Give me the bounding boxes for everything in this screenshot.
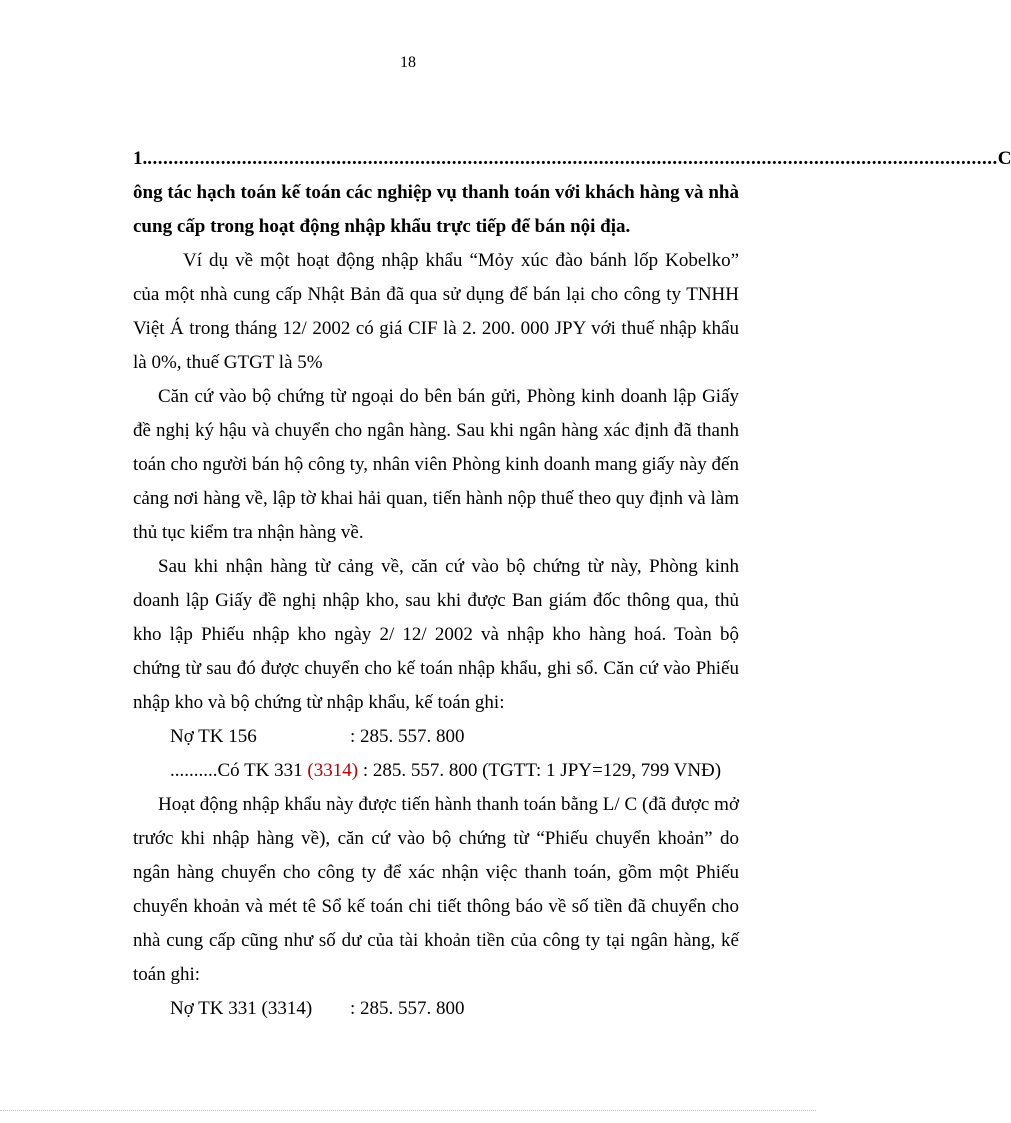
leader-dots: .................................................................................................................................................................. [147, 148, 998, 169]
journal-entry-debit-331 [133, 992, 739, 1026]
entry-amount: : 285. 557. 800 [350, 998, 465, 1019]
entry-account-prefix: ..........Có TK 331 [170, 760, 308, 781]
paragraph-payment: Hoạt động nhập khẩu này được tiến hành thanh toán bằng L/ C (đã được mở trước khi nhập hàng về), căn cứ vào bộ chứng từ “Phiếu chuyển khoản” do ngân hàng chuyển cho công ty để xác nhận việc thanh toán, gồm một Phiếu chuyển khoản và mét tê Sổ kế toán chi tiết thông báo về số tiền đã chuyển cho nhà cung cấp cũng như số dư của tài khoản tiền của công ty tại ngân hàng, kế toán ghi: [133, 794, 739, 985]
journal-entry-debit-156 [133, 720, 739, 754]
journal-entry-credit-331 [133, 754, 739, 788]
paragraph-documents: Căn cứ vào bộ chứng từ ngoại do bên bán gửi, Phòng kinh doanh lập Giấy đề nghị ký hậu và chuyển cho ngân hàng. Sau khi ngân hàng xác định đã thanh toán cho người bán hộ công ty, nhân viên Phòng kinh doanh mang giấy này đến cảng nơi hàng về, lập tờ khai hải quan, tiến hành nộp thuế theo quy định và làm thủ tục kiểm tra nhận hàng về. [133, 386, 739, 543]
entry-amount: : 285. 557. 800 [350, 726, 465, 747]
document-body [133, 142, 1011, 1026]
section-number: 1. [133, 148, 148, 169]
section-heading-lead [133, 142, 1011, 176]
entry-subaccount-highlight: (3314) [307, 760, 359, 781]
page-bottom-rule [0, 1110, 816, 1111]
heading-first-letter: C [997, 148, 1011, 169]
entry-account: Nợ TK 331 (3314) [170, 998, 313, 1019]
page-number: 18 [400, 54, 416, 71]
paragraph-example: Ví dụ về một hoạt động nhập khẩu “Mỏy xúc đào bánh lốp Kobelko” của một nhà cung cấp Nhật Bản đã qua sử dụng để bán lại cho công ty TNHH Việt Á trong tháng 12/ 2002 có giá CIF là 2. 200. 000 JPY với thuế nhập khẩu là 0%, thuế GTGT là 5% [133, 250, 739, 373]
section-heading-text: ông tác hạch toán kế toán các nghiệp vụ thanh toán với khách hàng và nhà cung cấp trong hoạt động nhập khẩu trực tiếp để bán nội địa. [133, 182, 739, 237]
paragraph-warehouse: Sau khi nhận hàng từ cảng về, căn cứ vào bộ chứng từ này, Phòng kinh doanh lập Giấy đề nghị nhập kho, sau khi được Ban giám đốc thông qua, thủ kho lập Phiếu nhập kho ngày 2/ 12/ 2002 và nhập kho hàng hoá. Toàn bộ chứng từ sau đó được chuyển cho kế toán nhập khẩu, ghi sổ. Căn cứ vào Phiếu nhập kho và bộ chứng từ nhập khẩu, kế toán ghi: [133, 556, 739, 713]
entry-amount-rate: : 285. 557. 800 (TGTT: 1 JPY=129, 799 VNĐ) [358, 760, 722, 781]
entry-account: Nợ TK 156 [170, 726, 257, 747]
